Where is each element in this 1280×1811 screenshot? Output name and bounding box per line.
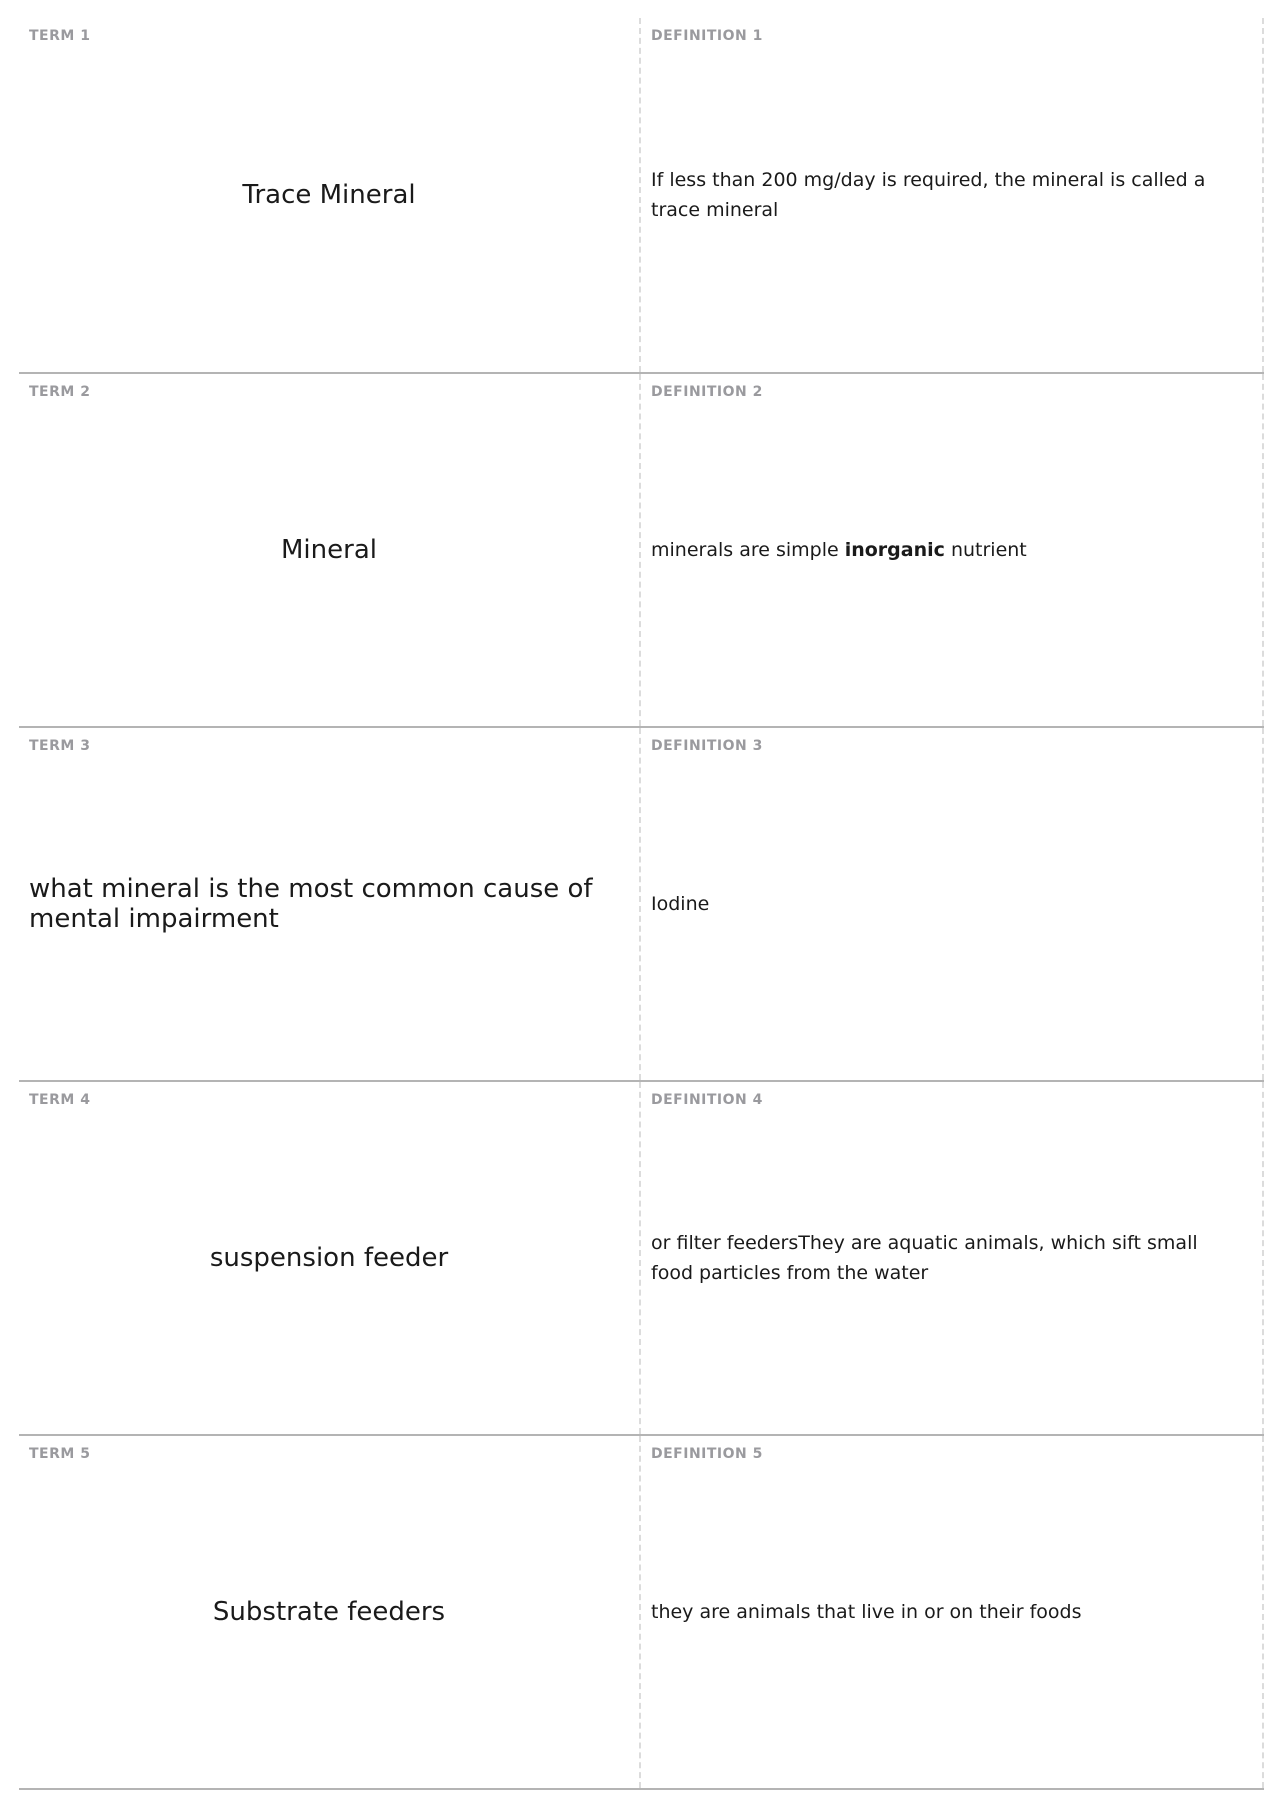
definition-cell-4 [641, 1082, 1264, 1434]
term-label: TERM 4 [29, 1092, 91, 1108]
card-row-4 [19, 1082, 1264, 1436]
definition-label: DEFINITION 1 [651, 28, 763, 44]
term-label: TERM 3 [29, 738, 91, 754]
card-row-3 [19, 728, 1264, 1082]
definition-label: DEFINITION 5 [651, 1446, 763, 1462]
definition-label: DEFINITION 2 [651, 384, 763, 400]
card-row-5 [19, 1436, 1264, 1790]
definition-cell-3 [641, 728, 1264, 1080]
definition-cell-5 [641, 1436, 1264, 1788]
definition-label: DEFINITION 4 [651, 1092, 763, 1108]
definition-text-part: Iodine [651, 893, 710, 915]
term-cell-4 [19, 1082, 641, 1434]
card-row-2 [19, 374, 1264, 728]
definition-text-part: minerals are simple [651, 539, 845, 561]
definition-bold-part: inorganic [844, 539, 945, 561]
definition-text-part: If less than 200 mg/day is required, the mineral is called a trace mineral [651, 169, 1206, 221]
term-text: what mineral is the most common cause of mental impairment [29, 874, 593, 934]
term-cell-1 [19, 18, 641, 372]
definition-text [651, 1228, 1232, 1288]
definition-text-part: or filter feedersThey are aquatic animals, which sift small food particles from the water [651, 1232, 1198, 1284]
definition-label: DEFINITION 3 [651, 738, 763, 754]
definition-text [651, 1597, 1232, 1627]
term-label: TERM 5 [29, 1446, 91, 1462]
definition-text-part: they are animals that live in or on their foods [651, 1601, 1082, 1623]
card-row-1 [19, 18, 1264, 374]
term-text: suspension feeder [209, 1243, 449, 1273]
term-text: Trace Mineral [242, 180, 416, 210]
term-cell-2 [19, 374, 641, 726]
definition-text [651, 165, 1232, 225]
term-label: TERM 2 [29, 384, 91, 400]
term-cell-3 [19, 728, 641, 1080]
term-label: TERM 1 [29, 28, 91, 44]
definition-text [651, 535, 1232, 565]
flashcard-sheet [19, 18, 1264, 1790]
term-cell-5 [19, 1436, 641, 1788]
definition-text [651, 889, 1232, 919]
term-text: Mineral [281, 535, 377, 565]
term-text: Substrate feeders [212, 1597, 446, 1627]
definition-cell-2 [641, 374, 1264, 726]
definition-cell-1 [641, 18, 1264, 372]
definition-text-part: nutrient [944, 539, 1027, 561]
